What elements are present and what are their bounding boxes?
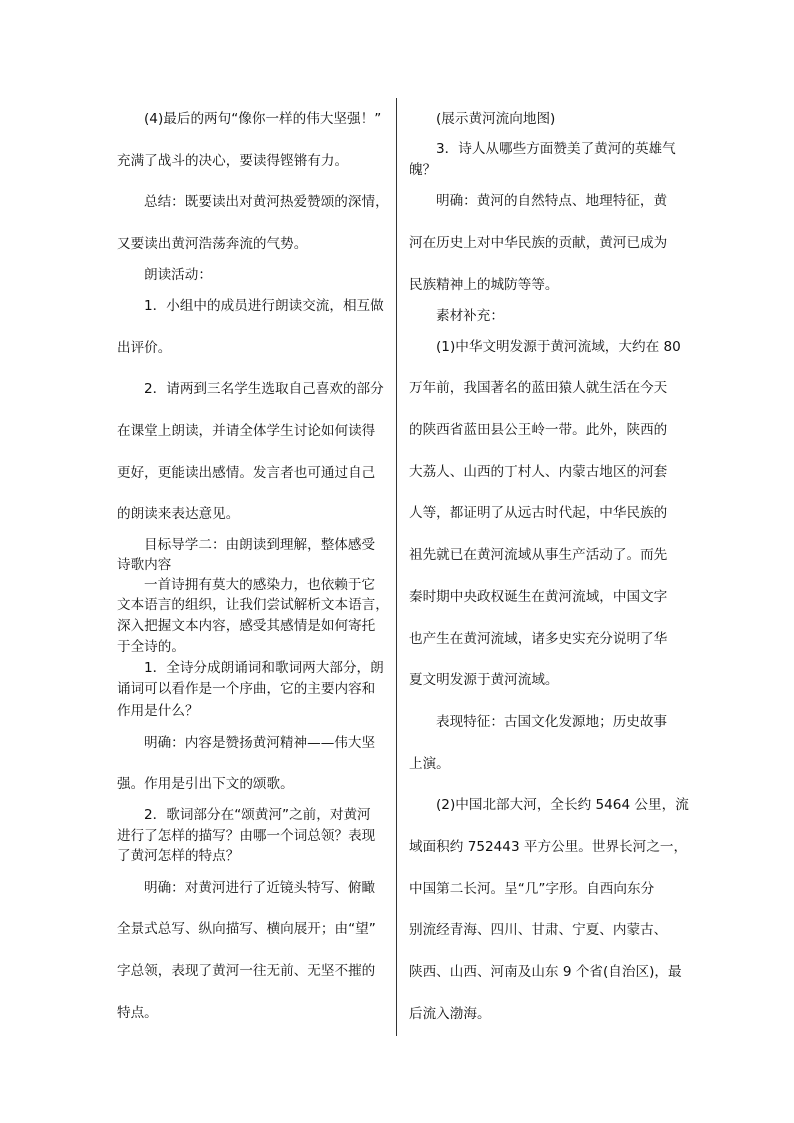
text-line: 文本语言的组织，让我们尝试解析文本语言， xyxy=(117,597,389,613)
text-line: 总结：既要读出对黄河热爱赞颂的深情， xyxy=(144,194,389,210)
text-line: 1．小组中的成员进行朗读交流，相互做 xyxy=(144,298,384,314)
text-line: 大荔人、山西的丁村人、内蒙古地区的河套 xyxy=(409,464,668,480)
text-line: 诗歌内容 xyxy=(117,557,172,573)
text-line: 上演。 xyxy=(409,756,450,772)
text-line: 的陕西省蓝田县公王岭一带。此外，陕西的 xyxy=(409,422,668,438)
text-line: 朗读活动： xyxy=(144,267,212,283)
text-line: 人等，都证明了从远古时代起，中华民族的 xyxy=(409,505,668,521)
text-line: (4)最后的两句“像你一样的伟大坚强！” xyxy=(144,111,382,127)
text-line: 3．诗人从哪些方面赞美了黄河的英雄气 xyxy=(436,141,676,157)
column-divider xyxy=(396,98,397,1036)
text-line: (展示黄河流向地图) xyxy=(436,111,556,127)
text-line: 特点。 xyxy=(117,1005,158,1021)
text-line: 别流经青海、四川、甘肃、宁夏、内蒙古、 xyxy=(409,922,668,938)
text-line: 河在历史上对中华民族的贡献，黄河已成为 xyxy=(409,235,668,251)
text-line: 一首诗拥有莫大的感染力，也依赖于它 xyxy=(144,577,376,593)
text-line: 进行了怎样的描写？由哪一个词总领？表现 xyxy=(117,828,376,844)
text-line: 万年前，我国著名的蓝田猿人就生活在今天 xyxy=(409,380,668,396)
text-line: 字总领，表现了黄河一往无前、无坚不摧的 xyxy=(117,963,376,979)
text-line: 于全诗的。 xyxy=(117,639,185,655)
text-line: 目标导学二：由朗读到理解，整体感受 xyxy=(144,537,376,553)
text-line: 作用是什么？ xyxy=(117,703,199,719)
text-line: 全景式总写、纵向描写、横向展开；由“望” xyxy=(117,921,376,937)
text-line: 后流入渤海。 xyxy=(409,1006,491,1022)
text-line: 深入把握文本内容，感受其感情是如何寄托 xyxy=(117,618,376,634)
text-line: 魄？ xyxy=(409,162,437,178)
text-line: 域面积约 752443 平方公里。世界长河之一， xyxy=(409,839,688,855)
text-line: 又要读出黄河浩荡奔流的气势。 xyxy=(117,236,308,252)
text-line: 2．歌词部分在“颂黄河”之前，对黄河 xyxy=(144,807,371,823)
text-line: 的朗读来表达意见。 xyxy=(117,506,240,522)
text-line: 在课堂上朗读，并请全体学生讨论如何读得 xyxy=(117,423,376,439)
text-line: 强。作用是引出下文的颂歌。 xyxy=(117,776,294,792)
text-line: 民族精神上的城防等等。 xyxy=(409,277,559,293)
text-line: 诵词可以看作是一个序曲，它的主要内容和 xyxy=(117,681,376,697)
text-line: (1)中华文明发源于黄河流域，大约在 80 xyxy=(436,339,681,355)
text-line: 明确：对黄河进行了近镜头特写、俯瞰 xyxy=(144,880,376,896)
text-line: 1．全诗分成朗诵词和歌词两大部分，朗 xyxy=(144,660,384,676)
text-line: 2．请两到三名学生选取自己喜欢的部分 xyxy=(144,381,384,397)
text-line: 中国第二长河。呈“几”字形。自西向东分 xyxy=(409,881,655,897)
text-line: 明确：黄河的自然特点、地理特征，黄 xyxy=(436,193,668,209)
text-line: 了黄河怎样的特点？ xyxy=(117,848,240,864)
text-line: 夏文明发源于黄河流域。 xyxy=(409,672,559,688)
text-line: 祖先就已在黄河流域从事生产活动了。而先 xyxy=(409,547,668,563)
text-line: 秦时期中央政权诞生在黄河流域，中国文字 xyxy=(409,589,668,605)
text-line: 表现特征：古国文化发源地；历史故事 xyxy=(436,714,668,730)
text-line: 充满了战斗的决心，要读得铿锵有力。 xyxy=(117,153,349,169)
text-line: 也产生在黄河流域，诸多史实充分说明了华 xyxy=(409,631,668,647)
text-line: 出评价。 xyxy=(117,340,172,356)
text-line: 更好，更能读出感情。发言者也可通过自己 xyxy=(117,465,376,481)
text-line: 明确：内容是赞扬黄河精神——伟大坚 xyxy=(144,735,376,751)
text-line: (2)中国北部大河，全长约 5464 公里，流 xyxy=(436,797,689,813)
text-line: 素材补充： xyxy=(436,308,504,324)
text-line: 陕西、山西、河南及山东 9 个省(自治区)，最 xyxy=(409,964,682,980)
